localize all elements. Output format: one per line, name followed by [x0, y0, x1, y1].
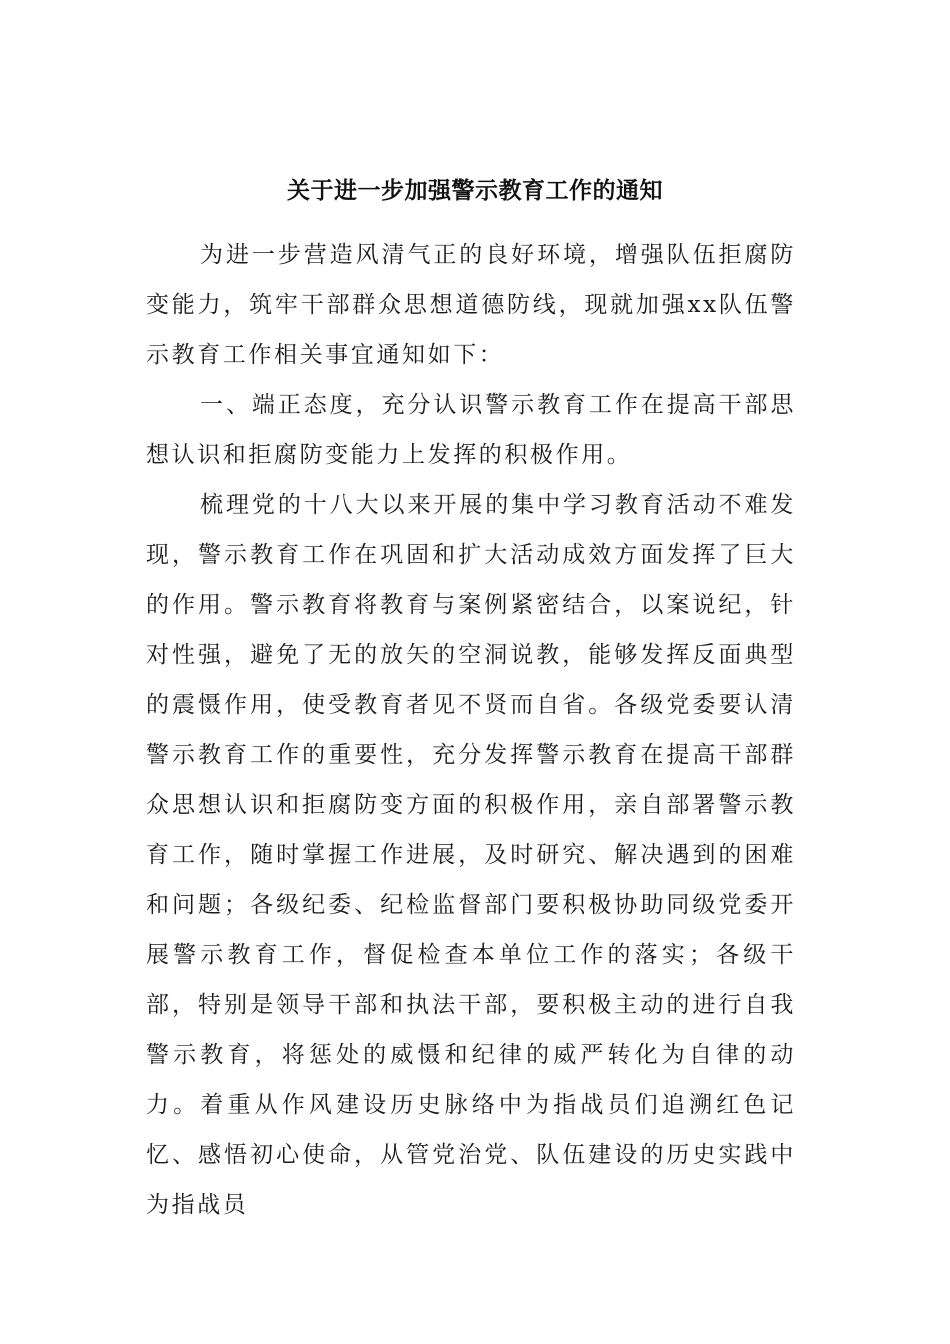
- paragraph-section-body: 梳理党的十八大以来开展的集中学习教育活动不难发现，警示教育工作在巩固和扩大活动成效方面发挥了巨大的作用。警示教育将教育与案例紧密结合，以案说纪，针对性强，避免了无的放矢的空洞说教，能够发挥反面典型的震慑作用，使受教育者见不贤而自省。各级党委要认清警示教育工作的重要性，充分发挥警示教育在提高干部群众思想认识和拒腐防变方面的积极作用，亲自部署警示教育工作，随时掌握工作进展，及时研究、解决遇到的困难和问题；各级纪委、纪检监督部门要积极协助同级党委开展警示教育工作，督促检查本单位工作的落实；各级干部，特别是领导干部和执法干部，要积极主动的进行自我警示教育，将惩处的威慑和纪律的威严转化为自律的动力。着重从作风建设历史脉络中为指战员们追溯红色记忆、感悟初心使命，从管党治党、队伍建设的历史实践中为指战员: [146, 492, 796, 1218]
- paragraph-intro: 为进一步营造风清气正的良好环境，增强队伍拒腐防变能力，筑牢干部群众思想道德防线，现就加强xx队伍警示教育工作相关事宜通知如下：: [146, 242, 796, 368]
- document-title: 关于进一步加强警示教育工作的通知: [287, 177, 663, 205]
- paragraph-section-heading: 一、端正态度，充分认识警示教育工作在提高干部思想认识和拒腐防变能力上发挥的积极作用。: [146, 392, 796, 468]
- document-body: [146, 230, 796, 1230]
